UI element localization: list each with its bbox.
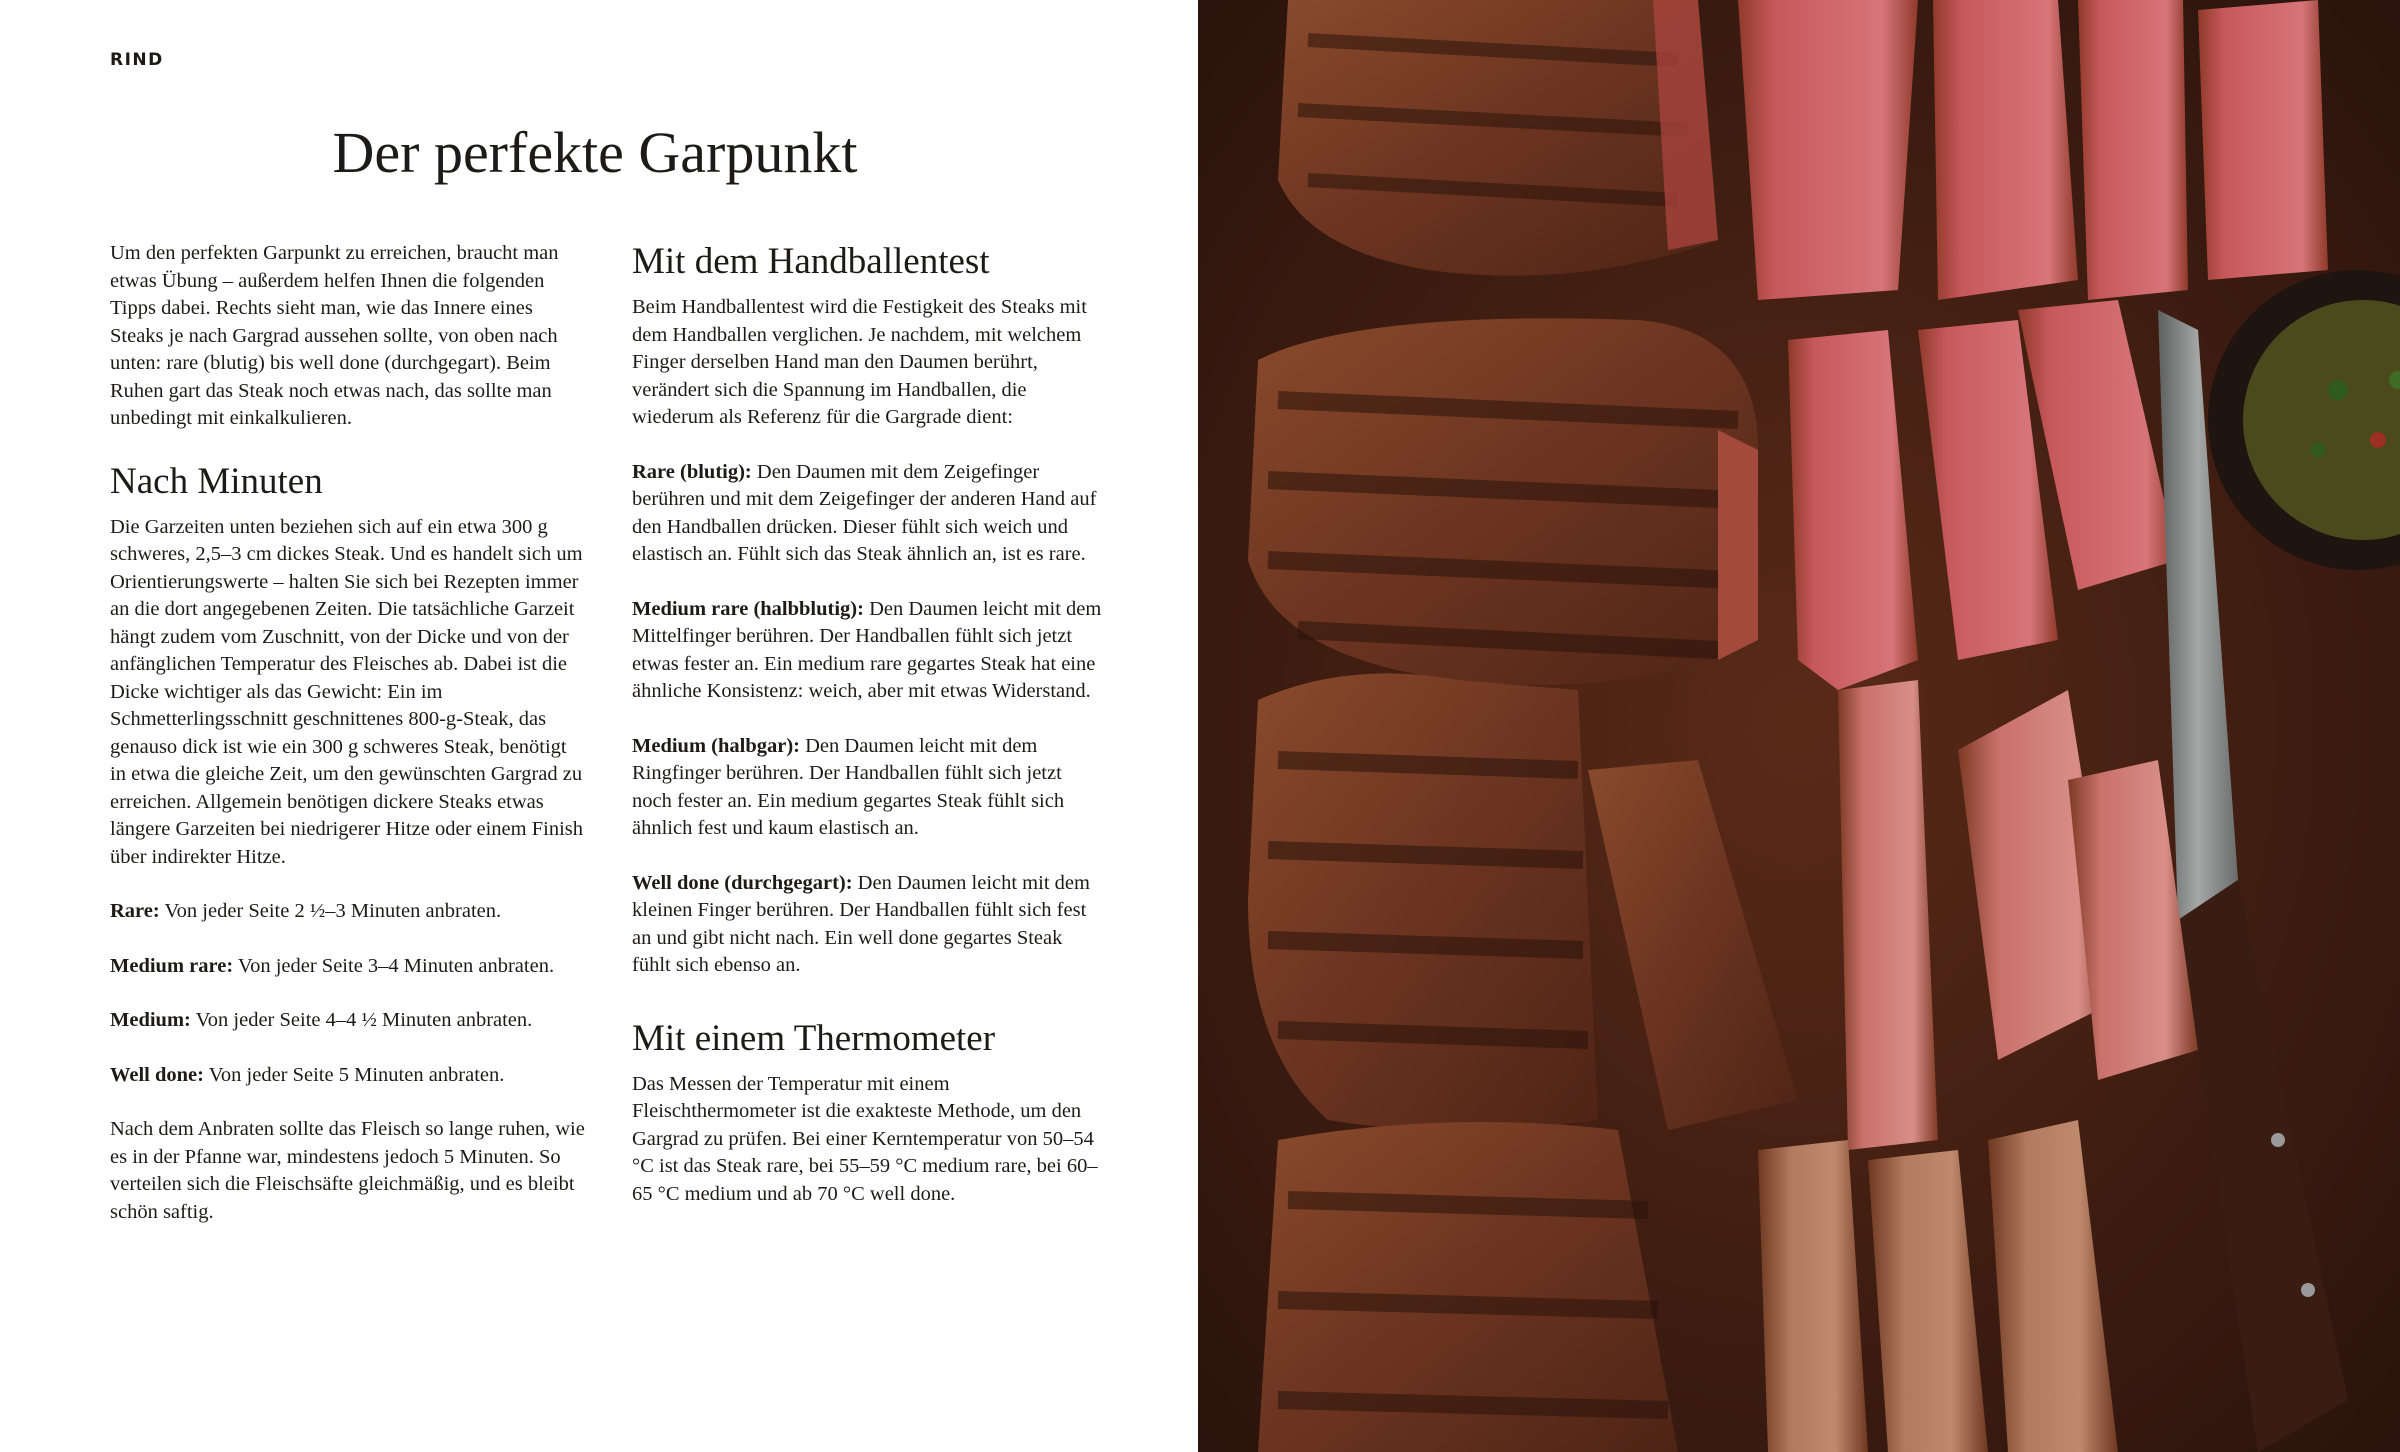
test-medium-text: Den Daumen leicht mit dem Ringfinger berühren. Der Handballen fühlt sich jetzt noch fester an. Ein medium gegartes Steak fühlt sich ähnlich fest und kaum elastisch an. bbox=[632, 734, 1065, 839]
heading-thermometer: Mit einem Thermometer bbox=[632, 1017, 996, 1059]
time-well-done-label: Well done: bbox=[110, 1063, 204, 1086]
test-well-done bbox=[632, 870, 1102, 980]
time-medium bbox=[110, 1007, 586, 1035]
time-well-done-text: Von jeder Seite 5 Minuten anbraten. bbox=[208, 1063, 505, 1086]
time-well-done bbox=[110, 1062, 586, 1090]
right-column bbox=[632, 240, 1102, 1235]
thermometer-paragraph: Das Messen der Temperatur mit einem Fleischthermometer ist die exakteste Methode, um den Gargrad zu prüfen. Bei einer Kerntemperatur von 50–54 °C ist das Steak rare, bei 55–59 °C medium rare, bei 60–65 °C medium und ab 70 °C well done. bbox=[632, 1072, 1098, 1205]
resting-paragraph: Nach dem Anbraten sollte das Fleisch so lange ruhen, wie es in der Pfanne war, mindestens jedoch 5 Minuten. So verteilen sich die Fleischsäfte gleichmäßig, und es bleibt schön saftig. bbox=[110, 1118, 585, 1223]
section-label: RIND bbox=[110, 50, 164, 70]
steak-row-2 bbox=[1248, 300, 2178, 690]
time-medium-text: Von jeder Seite 4–4 ½ Minuten anbraten. bbox=[195, 1009, 533, 1031]
test-medium bbox=[632, 733, 1102, 843]
test-rare-label: Rare (blutig): bbox=[632, 460, 752, 483]
cooking-time-paragraph: Die Garzeiten unten beziehen sich auf ein etwa 300 g schweres, 2,5–3 cm dickes Steak. Und es handelt sich um Orientierungswerte – halten Sie sich bei Rezepten immer an die dort angegebenen Zeiten. Die tatsächliche Garzeit hängt zudem vom Zuschnitt, von der Dicke und von der anfänglichen Temperatur des Fleisches ab. Dabei ist die Dicke wichtiger als das Gewicht: Ein im Schmetterlingsschnitt geschnittenes 800-g-Steak, das genauso dick ist wie ein 300 g schweres Steak, benötigt in etwa die gleiche Zeit, um den gewünschten Gargrad zu erreichen. Allgemein benötigen dickere Steaks etwas längere Garzeiten bei niedrigerer Hitze oder einem Finish über indirekter Hitze. bbox=[110, 515, 584, 868]
left-page bbox=[0, 0, 1198, 1452]
time-medium-rare-text: Von jeder Seite 3–4 Minuten anbraten. bbox=[237, 954, 555, 977]
heading-nach-minuten: Nach Minuten bbox=[110, 460, 323, 502]
test-well-done-label: Well done (durchgegart): bbox=[632, 871, 853, 894]
test-medium-rare-label: Medium rare (halbblutig): bbox=[632, 597, 864, 620]
time-rare-label: Rare: bbox=[110, 900, 160, 922]
test-rare bbox=[632, 459, 1102, 569]
time-rare-text: Von jeder Seite 2 ½–3 Minuten anbraten. bbox=[164, 900, 502, 922]
steak-illustration bbox=[1198, 0, 2400, 1452]
time-medium-label: Medium: bbox=[110, 1009, 191, 1031]
steak-photo bbox=[1198, 0, 2400, 1452]
heading-handballentest: Mit dem Handballentest bbox=[632, 241, 990, 282]
left-column bbox=[110, 240, 586, 1253]
test-medium-label: Medium (halbgar): bbox=[632, 734, 800, 757]
test-medium-rare-text: Den Daumen leicht mit dem Mittelfinger berühren. Der Handballen fühlt sich jetzt etwas fester an. Ein medium rare gegartes Steak hat eine ähnliche Konsistenz: weich, aber mit etwas Widerstand. bbox=[632, 597, 1102, 702]
intro-paragraph: Um den perfekten Garpunkt zu erreichen, braucht man etwas Übung – außerdem helfen Ihnen die folgenden Tipps dabei. Rechts sieht man, wie das Innere eines Steaks je nach Gargrad aussehen sollte, von oben nach unten: rare (blutig) bis well done (durchgegart). Beim Ruhen gart das Steak noch etwas nach, das sollte man unbedingt mit einkalkulieren. bbox=[110, 242, 559, 429]
test-well-done-text: Den Daumen leicht mit dem kleinen Finger berühren. Der Handballen fühlt sich fest an und gibt nicht nach. Ein well done gegartes Steak fühlt sich ebenso an. bbox=[632, 871, 1090, 976]
steak-row-1 bbox=[1278, 0, 2328, 300]
time-medium-rare-label: Medium rare: bbox=[110, 954, 234, 977]
page-title: Der perfekte Garpunkt bbox=[332, 120, 858, 185]
time-rare bbox=[110, 898, 586, 926]
test-rare-text: Den Daumen mit dem Zeigefinger berühren und mit dem Zeigefinger der anderen Hand auf den Handballen drücken. Dieser fühlt sich weich und elastisch an. Fühlt sich das Steak ähnlich an, ist es rare. bbox=[632, 460, 1097, 565]
handballentest-intro: Beim Handballentest wird die Festigkeit des Steaks mit dem Handballen verglichen. Je nachdem, mit welchem Finger derselben Hand man den Daumen berührt, verändert sich die Spannung im Handballen, die wiederum als Referenz für die Gargrade dient: bbox=[632, 296, 1087, 428]
time-medium-rare bbox=[110, 953, 586, 981]
test-medium-rare bbox=[632, 596, 1102, 706]
